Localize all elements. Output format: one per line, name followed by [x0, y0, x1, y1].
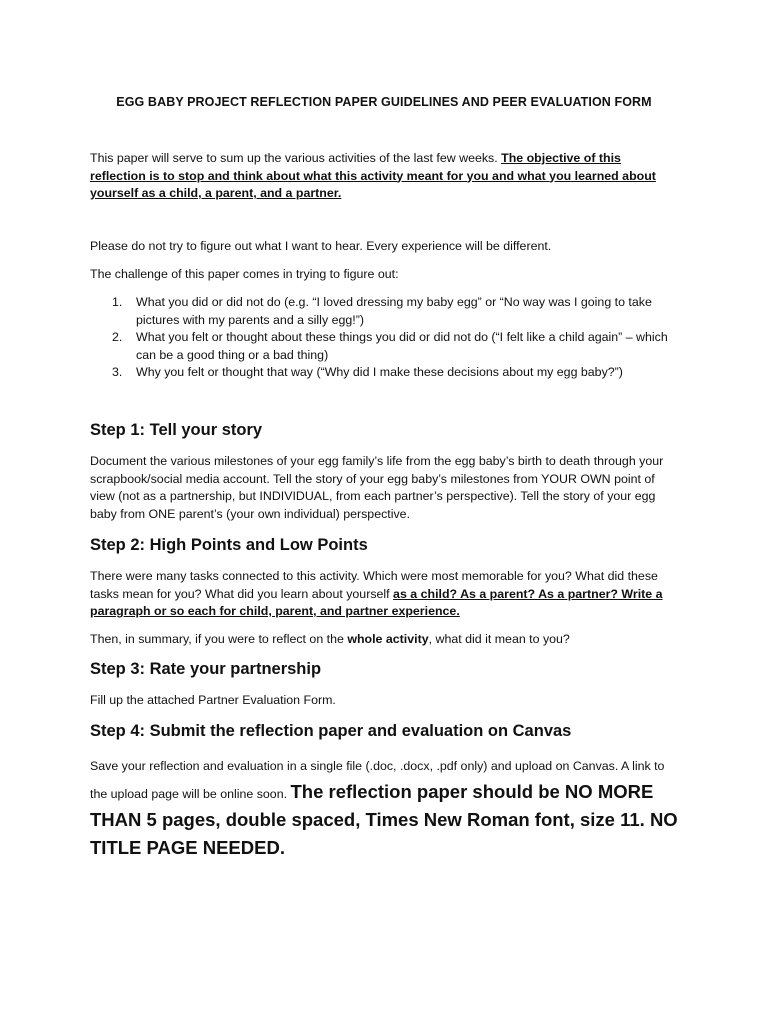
hear-paragraph: Please do not try to figure out what I want to hear. Every experience will be different.: [90, 239, 552, 253]
questions-list: [90, 294, 678, 382]
step2-emphasis: as a child? As a parent? As a partner? Write a paragraph or so each for child, parent, and partner experience.: [90, 586, 663, 618]
list-number: 1.: [112, 295, 123, 309]
list-text: What you did or did not do (e.g. “I loved dressing my baby egg” or “No way was I going to take pictures with my parents and a silly egg!”): [136, 295, 652, 327]
list-item: [90, 364, 678, 382]
intro-paragraph: [90, 150, 678, 203]
document-title: EGG BABY PROJECT REFLECTION PAPER GUIDELINES AND PEER EVALUATION FORM: [116, 95, 652, 109]
step2-body: [90, 568, 678, 621]
step2-heading: Step 2: High Points and Low Points: [90, 536, 368, 554]
step3-body: Fill up the attached Partner Evaluation Form.: [90, 693, 336, 707]
step4-requirements: The reflection paper should be NO MORE THAN 5 pages, double spaced, Times New Roman font, size 11. NO TITLE PAGE NEEDED.: [90, 781, 678, 858]
step1-body: Document the various milestones of your egg family’s life from the egg baby’s birth to death through your scrapbook/social media account. Tell the story of your egg baby’s milestones from YOUR OWN point of view (not as a partnership, but INDIVIDUAL, from each partner’s perspective). Tell the story of your egg baby from ONE parent’s (your own individual) perspective.: [90, 454, 664, 521]
step4-heading: Step 4: Submit the reflection paper and evaluation on Canvas: [90, 722, 572, 740]
step4-body: [90, 754, 678, 862]
challenge-paragraph: The challenge of this paper comes in trying to figure out:: [90, 267, 399, 281]
list-number: 3.: [112, 365, 123, 379]
intro-objective: The objective of this reflection is to stop and think about what this activity meant for you and what you learned about yourself as a child, a parent, and a partner.: [90, 151, 656, 200]
step2-summary: [90, 631, 678, 649]
summary-pre: Then, in summary, if you were to reflect on the: [90, 632, 348, 646]
list-item: [90, 329, 678, 364]
step1-heading: Step 1: Tell your story: [90, 421, 263, 439]
step4-text: Save your reflection and evaluation in a single file (.doc, .docx, .pdf only) and upload on Canvas. A link to the upload page will be online soon.: [90, 759, 665, 801]
list-item: [90, 294, 678, 329]
summary-bold: whole activity: [347, 632, 429, 646]
step2-text: There were many tasks connected to this activity. Which were most memorable for you? What did these tasks mean for you? What did you learn about yourself: [90, 569, 658, 601]
summary-post: , what did it mean to you?: [428, 632, 570, 646]
step3-heading: Step 3: Rate your partnership: [90, 660, 322, 678]
list-text: Why you felt or thought that way (“Why did I make these decisions about my egg baby?”): [136, 365, 623, 379]
list-number: 2.: [112, 330, 123, 344]
list-text: What you felt or thought about these things you did or did not do (“I felt like a child again” – which can be a good thing or a bad thing): [136, 330, 668, 362]
intro-text: This paper will serve to sum up the various activities of the last few weeks.: [90, 151, 502, 165]
